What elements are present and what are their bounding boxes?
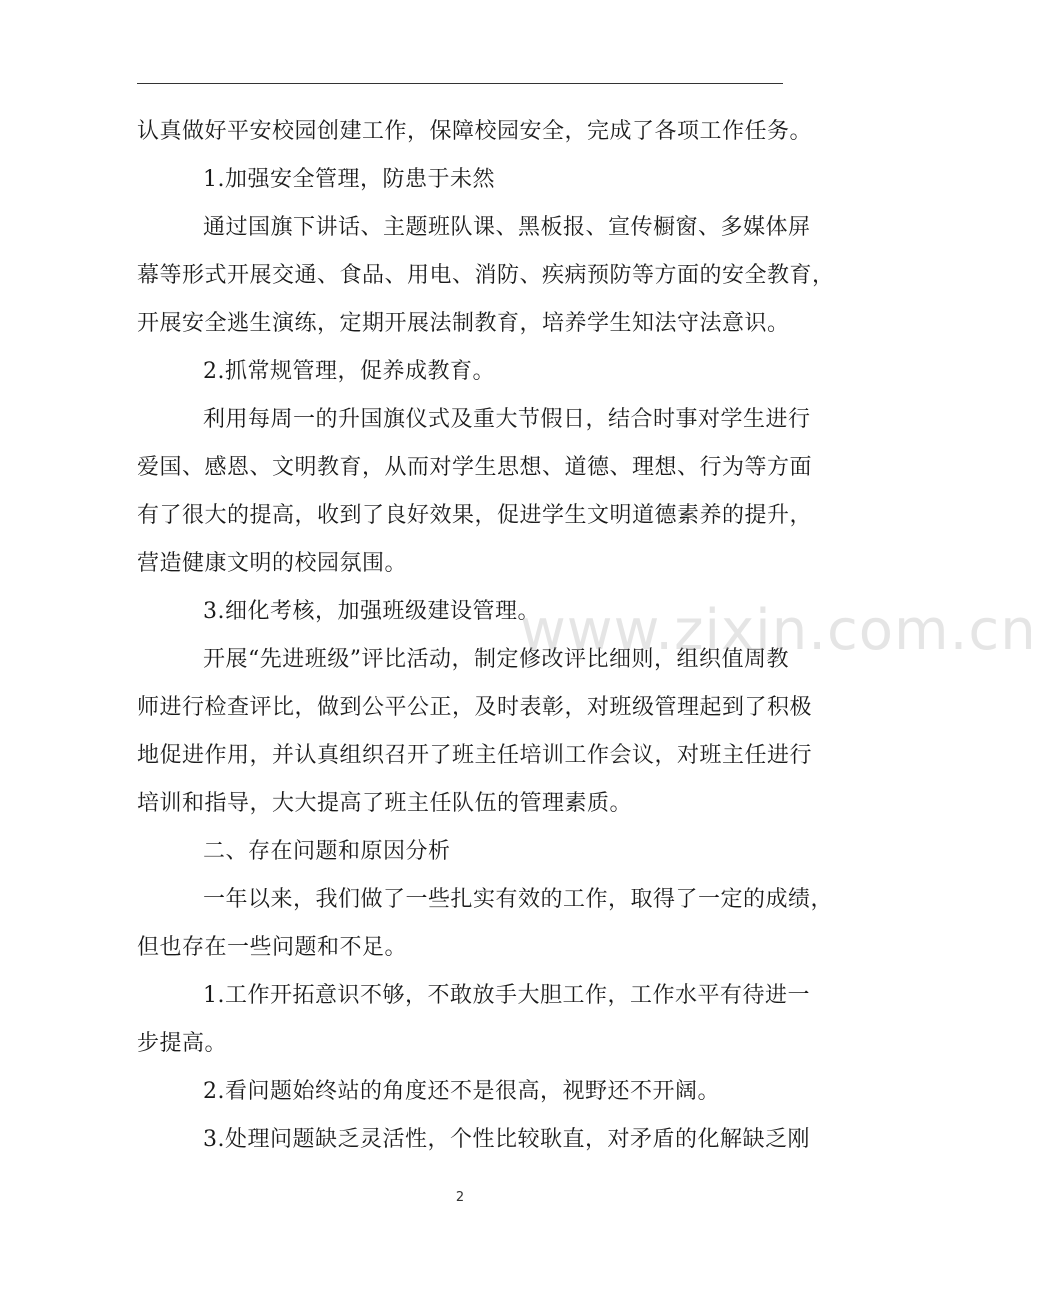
paragraph <box>137 1068 797 1116</box>
paragraph <box>137 204 811 252</box>
paragraph-line: 利用每周一的升国旗仪式及重大节假日，结合时事对学生进行 <box>203 407 811 432</box>
paragraph-line: 开展安全逃生演练，定期开展法制教育，培养学生知法守法意识。 <box>137 311 790 336</box>
paragraph-line: 地促进作用，并认真组织召开了班主任培训工作会议，对班主任进行 <box>137 743 813 768</box>
paragraph <box>137 1116 810 1164</box>
paragraph-line: 2.看问题始终站的角度还不是很高，视野还不开阔。 <box>203 1079 720 1104</box>
paragraph-line: 但也存在一些问题和不足。 <box>137 935 408 960</box>
paragraph-line: 1.工作开拓意识不够，不敢放手大胆工作，工作水平有待进一 <box>203 983 810 1008</box>
paragraph <box>137 684 813 828</box>
paragraph-line: 师进行检查评比，做到公平公正，及时表彰，对班级管理起到了积极 <box>137 695 813 720</box>
paragraph-line: 1.加强安全管理，防患于未然 <box>203 167 495 192</box>
paragraph-line: 爱国、感恩、文明教育，从而对学生思想、道德、理想、行为等方面 <box>137 455 813 480</box>
paragraph-line: 培训和指导，大大提高了班主任队伍的管理素质。 <box>137 791 633 816</box>
paragraph <box>137 348 797 396</box>
paragraph <box>137 108 813 156</box>
paragraph <box>137 972 810 1020</box>
paragraph-line: 开展“先进班级”评比活动，制定修改评比细则，组织值周教 <box>203 647 789 672</box>
paragraph <box>137 396 811 444</box>
header-rule <box>137 83 783 84</box>
watermark: www.zixin.com.cn <box>520 598 1037 663</box>
paragraph-line: 幕等形式开展交通、食品、用电、消防、疾病预防等方面的安全教育， <box>137 263 835 288</box>
paragraph-line: 通过国旗下讲话、主题班队课、黑板报、宣传橱窗、多媒体屏 <box>203 215 811 240</box>
paragraph-line: 二、存在问题和原因分析 <box>203 839 451 864</box>
paragraph <box>137 876 834 924</box>
paragraph-line: 有了很大的提高，收到了良好效果，促进学生文明道德素养的提升， <box>137 503 813 528</box>
document-body <box>137 108 835 1164</box>
paragraph-line: 3.处理问题缺乏灵活性，个性比较耿直，对矛盾的化解缺乏刚 <box>203 1127 810 1152</box>
paragraph <box>137 588 797 636</box>
paragraph <box>137 1020 797 1068</box>
paragraph <box>137 636 797 684</box>
paragraph <box>137 252 835 348</box>
paragraph <box>137 444 813 588</box>
paragraph <box>137 156 797 204</box>
paragraph-line: 一年以来，我们做了一些扎实有效的工作，取得了一定的成绩， <box>203 887 834 912</box>
paragraph-line: 3.细化考核，加强班级建设管理。 <box>203 599 540 624</box>
paragraph-line: 营造健康文明的校园氛围。 <box>137 551 408 576</box>
paragraph <box>137 828 797 876</box>
paragraph-line: 认真做好平安校园创建工作，保障校园安全，完成了各项工作任务。 <box>137 119 813 144</box>
paragraph <box>137 924 797 972</box>
paragraph-line: 步提高。 <box>137 1031 228 1056</box>
paragraph-line: 2.抓常规管理，促养成教育。 <box>203 359 495 384</box>
page-number: 2 <box>455 1190 465 1205</box>
